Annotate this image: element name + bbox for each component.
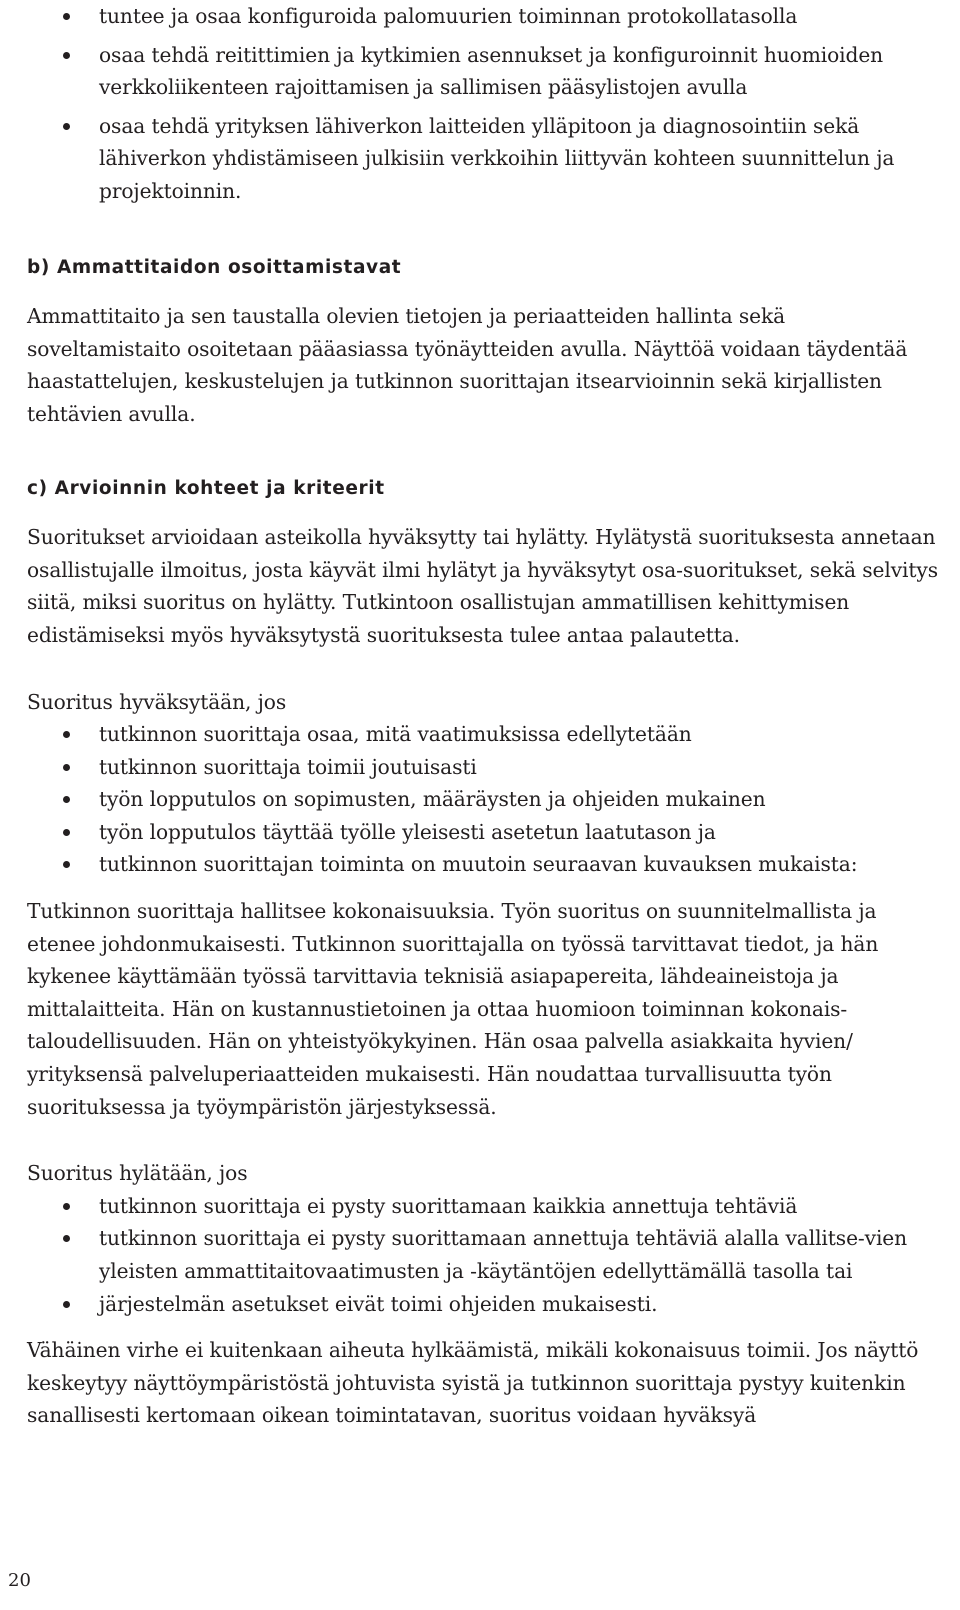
bullet-icon (63, 1203, 70, 1210)
list-item-text: työn lopputulos täyttää työlle yleisesti asetetun laatutason ja (99, 819, 716, 844)
list-item (27, 39, 945, 104)
section-b-heading: b) Ammattitaidon osoittamistavat (27, 256, 402, 278)
competence-list (27, 0, 945, 208)
list-item-text: tuntee ja osaa konfiguroida palomuurien toiminnan protokollatasolla (99, 4, 798, 28)
list-item-text: järjestelmän asetukset eivät toimi ohjeiden mukaisesti. (99, 1291, 658, 1316)
bullet-icon (63, 796, 70, 803)
list-item-text: tutkinnon suorittaja osaa, mitä vaatimuksissa edellytetään (99, 722, 692, 747)
accepted-criteria-list (27, 718, 945, 881)
rejected-criteria-list (27, 1190, 945, 1320)
list-item (27, 1222, 945, 1287)
accepted-intro: Suoritus hyväksytään, jos (27, 689, 287, 714)
list-item (27, 783, 945, 816)
bullet-icon (63, 861, 70, 868)
bullet-icon (63, 52, 70, 59)
closing-paragraph: Vähäinen virhe ei kuitenkaan aiheuta hylkäämistä, mikäli kokonaisuus toimii. Jos näyttö keskeytyy näyttöympäristöstä johtuvista syistä ja tutkinnon suorittaja pystyy kuitenkin sanallisesti kertomaan oikean toimintatavan, suoritus voidaan hyväksyä (27, 1338, 919, 1428)
list-item-text: osaa tehdä reitittimien ja kytkimien asennukset ja konfiguroinnit huomioiden verkkoliikenteen rajoittamisen ja sallimisen pääsylistojen avulla (99, 42, 884, 100)
bullet-icon (63, 123, 70, 130)
list-item (27, 816, 945, 849)
bullet-icon (63, 1301, 70, 1308)
list-item-text: tutkinnon suorittaja ei pysty suorittamaan kaikkia annettuja tehtäviä (99, 1193, 798, 1218)
page-content (27, 0, 945, 1432)
section-c-heading: c) Arvioinnin kohteet ja kriteerit (27, 477, 385, 499)
list-item-text: tutkinnon suorittajan toiminta on muutoin seuraavan kuvauksen mukaista: (99, 852, 858, 877)
list-item-text: tutkinnon suorittaja ei pysty suorittamaan annettuja tehtäviä alalla vallitse-vien yleisten ammattitaitovaatimusten ja -käytäntöjen edellyttämällä tasolla tai (99, 1226, 908, 1283)
section-c-paragraph: Suoritukset arvioidaan asteikolla hyväksytty tai hylätty. Hylätystä suorituksesta annetaan osallistujalle ilmoitus, josta käyvät ilmi hylätyt ja hyväksytyt osa-suoritukset, sekä selvitys siitä, miksi suoritus on hylätty. Tutkintoon osallistujan ammatillisen kehittymisen edistämiseksi myös hyväksytystä suorituksesta tulee antaa palautetta. (27, 525, 938, 647)
list-item (27, 1288, 945, 1321)
rejected-intro: Suoritus hylätään, jos (27, 1161, 248, 1186)
page-number: 20 (8, 1570, 31, 1591)
list-item (27, 751, 945, 784)
list-item-text: työn lopputulos on sopimusten, määräysten ja ohjeiden mukainen (99, 787, 766, 812)
bullet-icon (63, 764, 70, 771)
list-item (27, 0, 945, 33)
bullet-icon (63, 1235, 70, 1242)
performance-description: Tutkinnon suorittaja hallitsee kokonaisuuksia. Työn suoritus on suunnitelmallista ja etenee johdonmukaisesti. Tutkinnon suorittajalla on työssä tarvittavat tiedot, ja hän kykenee käyttämään työssä tarvittavia teknisiä asiapapereita, lähdeaineistoja ja mittalaitteita. Hän on kustannustietoinen ja ottaa huomioon toiminnan kokonais-taloudellisuuden. Hän on yhteistyökykyinen. Hän osaa palvella asiakkaita hyvien/ yrityksensä palveluperiaatteiden mukaisesti. Hän noudattaa turvallisuutta työn suorituksessa ja työympäristön järjestyksessä. (27, 899, 879, 1119)
list-item (27, 1190, 945, 1223)
list-item (27, 110, 945, 208)
list-item-text: tutkinnon suorittaja toimii joutuisasti (99, 754, 477, 779)
bullet-icon (63, 13, 70, 20)
bullet-icon (63, 731, 70, 738)
list-item (27, 718, 945, 751)
bullet-icon (63, 829, 70, 836)
list-item (27, 848, 945, 881)
section-b-paragraph: Ammattitaito ja sen taustalla olevien tietojen ja periaatteiden hallinta sekä soveltamistaito osoitetaan pääasiassa työnäytteiden avulla. Näyttöä voidaan täydentää haastattelujen, keskustelujen ja tutkinnon suorittajan itsearvioinnin sekä kirjallisten tehtävien avulla. (27, 304, 908, 426)
list-item-text: osaa tehdä yrityksen lähiverkon laitteiden ylläpitoon ja diagnosointiin sekä lähiverkon yhdistämiseen julkisiin verkkoihin liittyvän kohteen suunnittelun ja projektoinnin. (99, 113, 895, 203)
